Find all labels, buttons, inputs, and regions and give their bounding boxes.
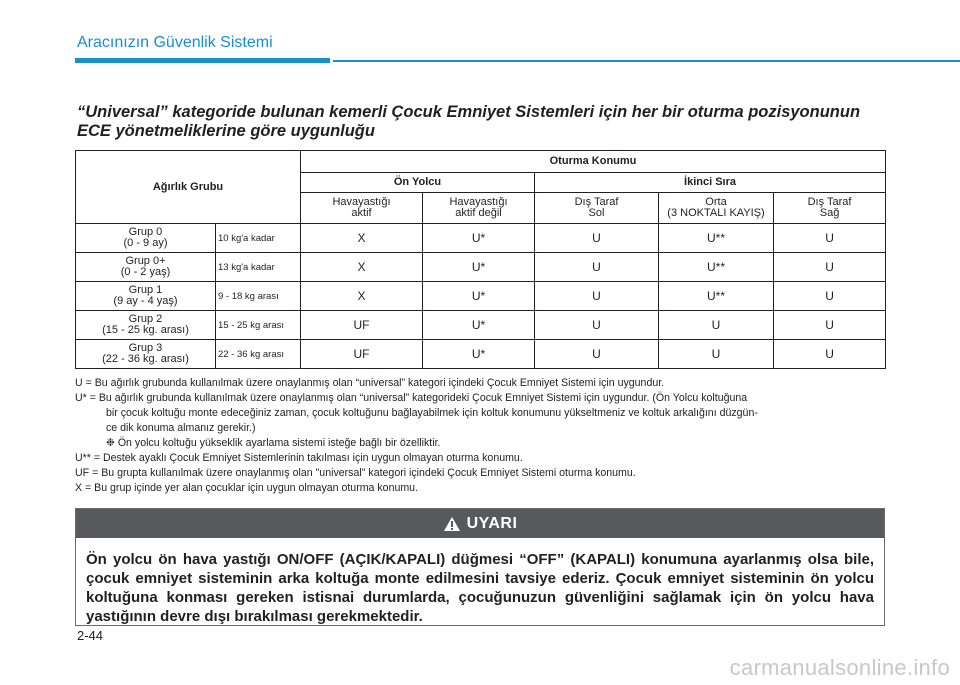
legend-notes (75, 376, 887, 496)
col-header-outer-left: Dış Taraf Sol (535, 193, 659, 224)
header-rule-thick (75, 58, 330, 63)
table-row (76, 253, 886, 282)
col-header-center: Orta (3 NOKTALI KAYIŞ) (659, 193, 774, 224)
table-row (76, 282, 886, 311)
value-cell: U (535, 340, 659, 369)
value-cell: U* (423, 311, 535, 340)
value-cell: U (774, 253, 886, 282)
compatibility-table (75, 150, 886, 369)
header-rule-thin (333, 60, 960, 62)
value-cell: U (774, 224, 886, 253)
warning-triangle-icon (443, 516, 461, 532)
weight-cell: 10 kg'a kadar (216, 224, 301, 253)
value-cell: U** (659, 282, 774, 311)
value-cell: U (774, 282, 886, 311)
col-header-airbag-off: Havayastığı aktif değil (423, 193, 535, 224)
note-u-star-cont-2: ce dik konuma almanız gerekir.) (106, 422, 256, 434)
value-cell: U* (423, 253, 535, 282)
col-header-outer-right: Dış Taraf Sağ (774, 193, 886, 224)
value-cell: U (659, 311, 774, 340)
group-cell: Grup 2 (15 - 25 kg. arası) (76, 311, 216, 340)
warning-header (76, 509, 884, 538)
value-cell: U** (659, 253, 774, 282)
watermark: carmanualsonline.info (729, 655, 950, 680)
group-cell: Grup 1 (9 ay - 4 yaş) (76, 282, 216, 311)
col-header-airbag-on: Havayastığı aktif (301, 193, 423, 224)
table-row (76, 340, 886, 369)
value-cell: U (659, 340, 774, 369)
warning-box (75, 508, 885, 626)
value-cell: U** (659, 224, 774, 253)
weight-cell: 22 - 36 kg arası (216, 340, 301, 369)
note-x: X = Bu grup içinde yer alan çocuklar için uygun olmayan oturma konumu. (75, 482, 419, 494)
value-cell: U (535, 282, 659, 311)
warning-text: Ön yolcu ön hava yastığı ON/OFF (AÇIK/KAPALI) düğmesi “OFF” (KAPALI) konumuna ayarlanmış olsa bile, çocuk emniyet sisteminin arka koltuğa monte edilmesini tavsiye ederiz. Çocuk emniyet sisteminin ön yolcu koltuğuna konması gereken istisnai durumlarda, çocuğunuzun güvenliğini sağlamak için ön yolcu hava yastığının devre dışı bırakılması gerekmektedir. (86, 551, 874, 625)
page-heading (77, 103, 927, 141)
heading-line-1: “Universal” kategoride bulunan kemerli Çocuk Emniyet Sistemleri için her bir oturma pozisyonunun (77, 103, 861, 121)
value-cell: X (301, 282, 423, 311)
value-cell: X (301, 253, 423, 282)
group-cell: Grup 0 (0 - 9 ay) (76, 224, 216, 253)
value-cell: U* (423, 282, 535, 311)
group-cell: Grup 0+ (0 - 2 yaş) (76, 253, 216, 282)
value-cell: U* (423, 224, 535, 253)
value-cell: U (535, 311, 659, 340)
note-uf: UF = Bu grupta kullanılmak üzere onaylanmış olan "universal" kategori içindeki Çocuk Emniyet Sistemi oturma konumu. (75, 467, 636, 479)
value-cell: UF (301, 340, 423, 369)
note-u-star-cont-1: bir çocuk koltuğu monte edeceğiniz zaman, çocuk koltuğunu bağlayabilmek için koltuk konumunu yükseltmeniz ve koltuk arkalığını düzgün- (106, 407, 758, 419)
warning-title: UYARI (466, 514, 518, 532)
value-cell: U (535, 224, 659, 253)
table-row (76, 311, 886, 340)
weight-group-header: Ağırlık Grubu (76, 151, 301, 224)
value-cell: X (301, 224, 423, 253)
weight-cell: 13 kg'a kadar (216, 253, 301, 282)
seating-position-header: Oturma Konumu (301, 151, 886, 173)
value-cell: U (774, 340, 886, 369)
weight-cell: 9 - 18 kg arası (216, 282, 301, 311)
table-row (76, 224, 886, 253)
note-u-star-sub: ❉ Ön yolcu koltuğu yükseklik ayarlama sistemi isteğe bağlı bir özelliktir. (106, 437, 441, 449)
section-title: Aracınızın Güvenlik Sistemi (77, 34, 273, 51)
heading-line-2: ECE yönetmeliklerine göre uygunluğu (77, 122, 375, 140)
second-row-header: İkinci Sıra (535, 173, 886, 193)
note-u-star: U* = Bu ağırlık grubunda kullanılmak üzere onaylanmış olan “universal” kategorideki Çocuk Emniyet Sistemi için uygundur. (Ön Yolcu koltuğuna (75, 392, 748, 404)
value-cell: U (535, 253, 659, 282)
note-u-double-star: U** = Destek ayaklı Çocuk Emniyet Sistemlerinin takılması için uygun olmayan oturma konumu. (75, 452, 523, 464)
group-cell: Grup 3 (22 - 36 kg. arası) (76, 340, 216, 369)
value-cell: UF (301, 311, 423, 340)
front-passenger-header: Ön Yolcu (301, 173, 535, 193)
value-cell: U* (423, 340, 535, 369)
page-number: 2-44 (77, 628, 104, 643)
value-cell: U (774, 311, 886, 340)
weight-cell: 15 - 25 kg arası (216, 311, 301, 340)
note-u: U = Bu ağırlık grubunda kullanılmak üzere onaylanmış olan “universal” kategori içindeki Çocuk Emniyet Sistemi için uygundur. (75, 377, 665, 389)
